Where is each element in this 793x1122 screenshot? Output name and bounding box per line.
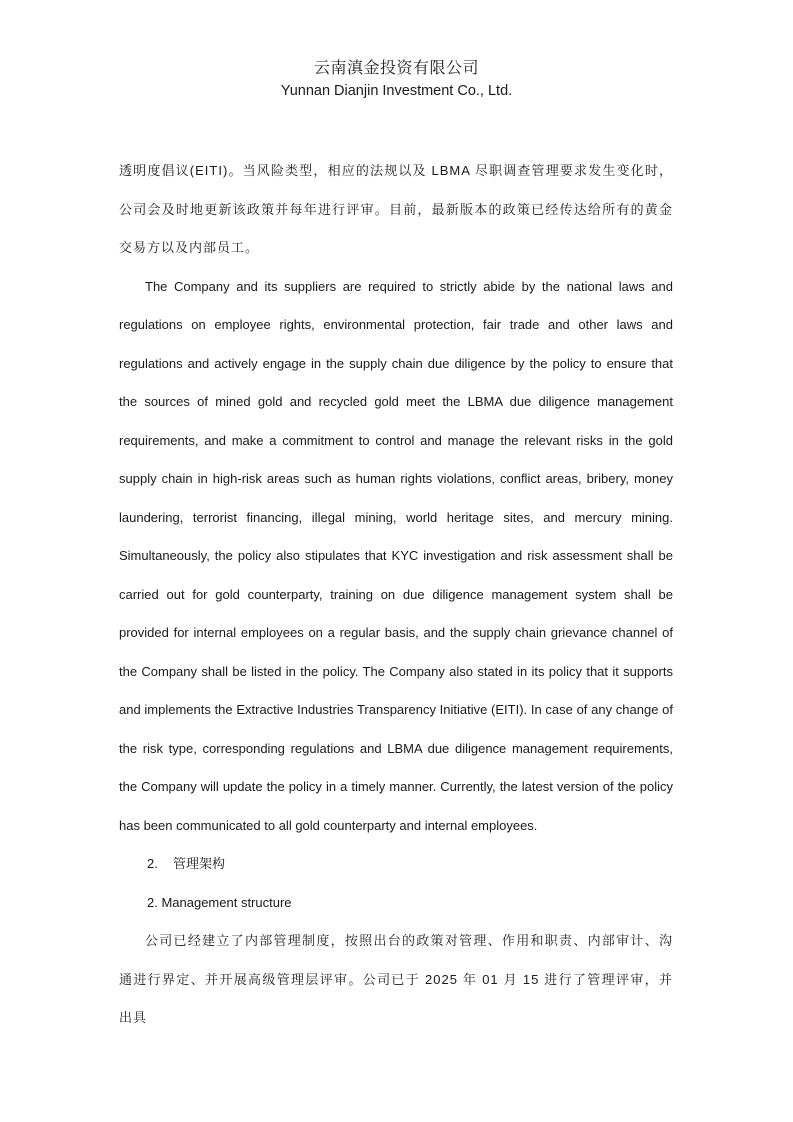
company-name-en: Yunnan Dianjin Investment Co., Ltd. bbox=[280, 83, 513, 99]
company-name-cn: 云南滇金投资有限公司 bbox=[313, 60, 479, 77]
page-header bbox=[0, 58, 793, 101]
section-title-cn: 管理架构 bbox=[173, 856, 226, 871]
paragraph-management-cn: 公司已经建立了内部管理制度，按照出台的政策对管理、作用和职责、内部审计、沟通进行界定、并开展高级管理层评审。公司已于 2025 年 01 月 15 进行了管理评审，并出具 bbox=[119, 933, 673, 1025]
section-heading-cn bbox=[119, 845, 673, 884]
section-number: 2. bbox=[147, 856, 158, 871]
paragraph-policy-cn: 透明度倡议(EITI)。当风险类型，相应的法规以及 LBMA 尽职调查管理要求发生变化时，公司会及时地更新该政策并每年进行评审。目前，最新版本的政策已经传达给所有的黄金交易方以及内部员工。 bbox=[119, 163, 673, 255]
paragraph-policy-en: The Company and its suppliers are required to strictly abide by the national laws and regulations on employee rights, environmental protection, fair trade and other laws and regulations and actively engage in the supply chain due diligence by the policy to ensure that the sources of mined gold and recycled gold meet the LBMA due diligence management requirements, and make a commitment to control and manage the relevant risks in the gold supply chain in high-risk areas such as human rights violations, conflict areas, bribery, money laundering, terrorist financing, illegal mining, world heritage sites, and mercury mining. Simultaneously, the policy also stipulates that KYC investigation and risk assessment shall be carried out for gold counterparty, training on due diligence management system shall be provided for internal employees on a regular basis, and the supply chain grievance channel of the Company shall be listed in the policy. The Company also stated in its policy that it supports and implements the Extractive Industries Transparency Initiative (EITI). In case of any change of the risk type, corresponding regulations and LBMA due diligence management requirements, the Company will update the policy in a timely manner. Currently, the latest version of the policy has been communicated to all gold counterparty and internal employees. bbox=[119, 278, 673, 833]
section-heading-en: 2. Management structure bbox=[147, 894, 292, 910]
document-body bbox=[119, 152, 673, 1038]
